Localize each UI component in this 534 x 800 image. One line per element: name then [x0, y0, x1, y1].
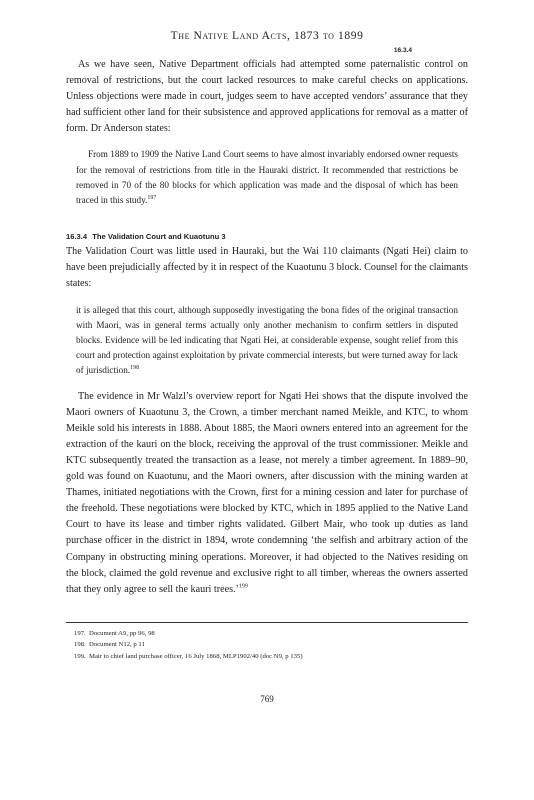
footnote-197: 197. Document A9, pp 96, 98	[74, 630, 155, 637]
paragraph-3: The evidence in Mr Walzl’s overview report for Ngati Hei shows that the dispute involved the Maori owners of Kuaotunu 3, the Crown, a timber merchant named Meikle, and KTC, to whom Meikle sold his interests in 1888. About 1885, the Maori owners entered into an agreement for the extraction of the kauri on the block, receiving the approval of the trust commissioner. Meikle and KTC subsequently treated the transaction as a lease, not merely a timber agreement. In 1889–90, gold was found on Kuaotunu, and the Maori owners, after discussion with the mining warden at Thames, initiated negotiations with the Crown, first for a mining cession and later for purchase of the freehold. These negotiations were blocked by KTC, which in 1895 applied to the Native Land Court to have its lease and timber rights validated. Gilbert Mair, who took up duties as land purchase officer in the district in 1894, wrote condemning ‘the selfish and arbitrary action of the Company in obstructing mining operations. Moreover, it had objected to the Natives residing on the block, claimed the gold revenue and exclusive right to all timber, whereas the owners asserted that they only agree to sell the kauri trees.’$^{199}$	[66, 390, 468, 595]
footnote-ref-197[interactable]: 197	[147, 195, 157, 202]
paragraph-2: The Validation Court was little used in Hauraki, but the Wai 110 claimants (Ngati Hei) claim to have been prejudicially affected by it in respect of the Kuaotunu 3 block. Counsel for the claimants states:	[66, 246, 468, 290]
running-head: The Native Land Acts, 1873 to 1899	[170, 30, 364, 42]
paragraph-1: As we have seen, Native Department officials had attempted some paternalistic control on removal of restrictions, but the court lacked resources to make careful checks on applications. Unless objections were made in court, judges seem to have accepted vendors’ assurance that they had sufficient other land for their subsistence and approved applications for removal as a matter of form. Dr Anderson states:	[66, 59, 468, 135]
footnote-198: 198. Document N12, p 11	[74, 641, 145, 649]
footnote-divider	[66, 622, 468, 623]
footnotes	[74, 628, 468, 662]
main-text	[66, 57, 468, 598]
section-heading	[66, 231, 468, 243]
section-tag: 16.3.4	[393, 47, 412, 54]
quote-1-text: From 1889 to 1909 the Native Land Court seems to have almost invariably endorsed owner requests for the removal of restrictions from title in the Hauraki district. It recommended that restrictions be removed in 70 of the 80 blocks for which application was made and the disposal of which has been traced in this study.	[76, 149, 458, 206]
section-title: The Validation Court and Kuaotunu 3	[92, 232, 226, 242]
quote-2-text: it is alleged that this court, although supposedly investigating the bona fides of the original transaction with Maori, was in general terms actually only another mechanism to confirm settlers in disputed blocks. Evidence will be led indicating that Ngati Hei, at considerable expense, sought relief from this court and protection against exploitation by private commercial interests, but were turned away for lack of jurisdiction.	[76, 304, 458, 376]
section-number: 16.3.4	[66, 232, 88, 242]
block-quote-1	[76, 147, 468, 208]
block-quote-2	[76, 303, 468, 379]
footnote-ref-199[interactable]: 199	[238, 583, 248, 590]
page-number: 769	[260, 694, 274, 704]
footnote-199: 199. Mair to chief land purchase officer, 16 July 1868, MLP1902/40 (doc N9, p 135)	[74, 652, 303, 660]
footnote-ref-198[interactable]: 198	[130, 365, 140, 372]
